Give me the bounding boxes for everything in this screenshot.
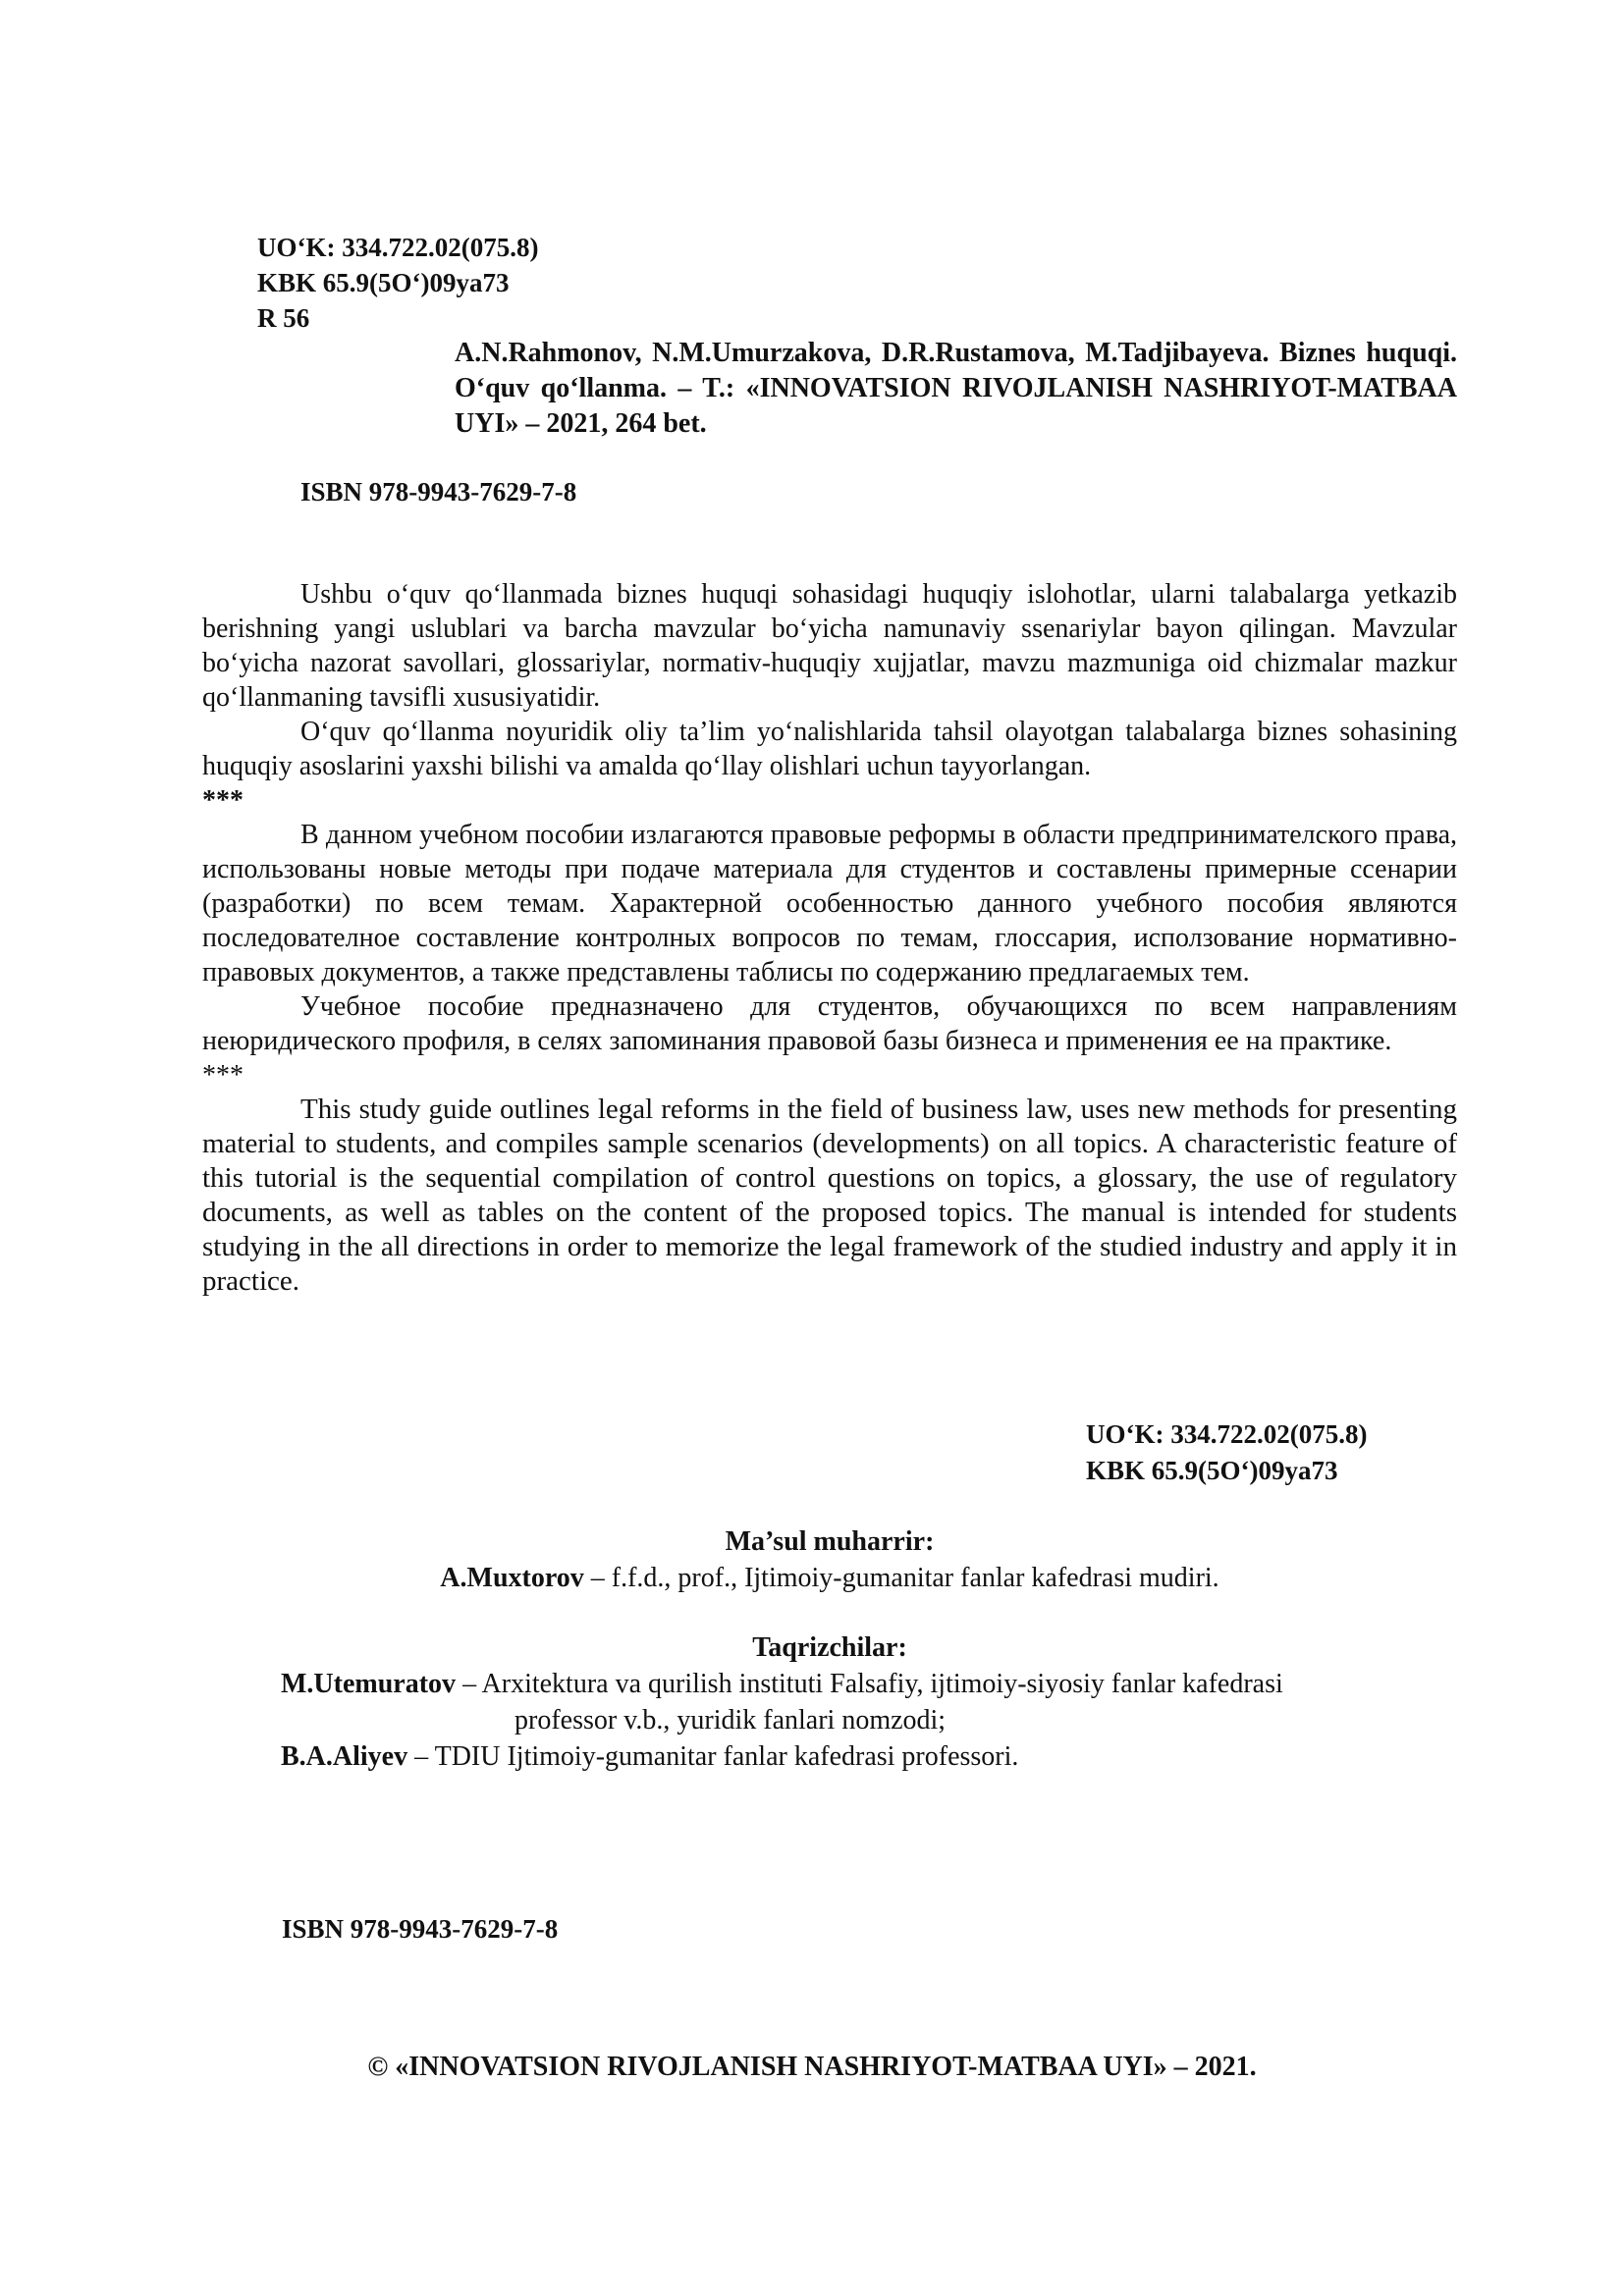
abstract-uz-paragraph-2: O‘quv qo‘llanma noyuridik oliy ta’lim yo‘nalishlarida tahsil olayotgan talabalarga biznes sohasining huquqiy asoslarini yaxshi bilishi va amalda qo‘llay olishlari uchun tayyorlangan.	[202, 717, 1457, 781]
separator-stars: ***	[202, 1060, 244, 1091]
abstract-ru-paragraph-2: Учебное пособие предназначено для студентов, обучающихся по всем направлениям неюридического профиля, в селях запоминания правовой базы бизнеса и применения ее на практике.	[202, 991, 1457, 1056]
editor-details: – f.f.d., prof., Ijtimoiy-gumanitar fanlar kafedrasi mudiri.	[583, 1563, 1219, 1593]
reviewer-2	[202, 1738, 1457, 1775]
reviewers-heading: Taqrizchilar:	[752, 1632, 907, 1663]
reviewer-2-name: B.A.Aliyev	[281, 1741, 408, 1772]
bibliographic-citation: A.N.Rahmonov, N.M.Umurzakova, D.R.Rustamova, M.Tadjibayeva. Biznes huquqi. O‘quv qo‘llanma. – T.: «INNOVATSION RIVOJLANISH NASHRIYOT-MATBAA UYI» – 2021, 264 bet.	[455, 338, 1457, 439]
reviewer-2-details: – TDIU Ijtimoiy-gumanitar fanlar kafedrasi professori.	[407, 1741, 1019, 1772]
author-mark: R 56	[257, 303, 310, 333]
abstract-ru-paragraph-1: В данном учебном пособии излагаются правовые реформы в области предпринимателского права, использованы новые методы при подаче материала для студентов и составлены примерные ссенарии (разработки) по всем темам. Характерной особенностью данного учебного пособия являются последователное составление контролных вопросов по темам, глоссария, исползование нормативно-правовых документов, а также представлены таблисы по содержанию предлагаемых тем.	[202, 820, 1457, 988]
isbn-bottom: ISBN 978-9943-7629-7-8	[282, 1914, 559, 1944]
uok-code: UO‘K: 334.722.02(075.8)	[257, 233, 539, 262]
copyright-line: © «INNOVATSION RIVOJLANISH NASHRIYOT-MATBAA UYI» – 2021.	[367, 2052, 1257, 2082]
isbn-top: ISBN 978-9943-7629-7-8	[300, 477, 577, 507]
reviewer-1-name: M.Utemuratov	[281, 1669, 457, 1699]
uok-code: UO‘K: 334.722.02(075.8)	[1086, 1419, 1368, 1449]
kbk-code: KBK 65.9(5O‘)09ya73	[257, 268, 510, 297]
responsible-editor	[202, 1523, 1457, 1596]
abstract-en: This study guide outlines legal reforms in the field of business law, uses new methods for presenting material to students, and compiles sample scenarios (developments) on all topics. A characteristic feature of this tutorial is the sequential compilation of control questions on topics, a glossary, the use of regulatory documents, as well as tables on the content of the proposed topics. The manual is intended for students studying in the all directions in order to memorize the legal framework of the studied industry and apply it in practice.	[202, 1094, 1457, 1297]
abstracts	[202, 577, 1457, 1299]
reviewer-1	[202, 1666, 1457, 1702]
editor-line	[202, 1560, 1457, 1596]
reviewer-1-details: – Arxitektura va qurilish instituti Falsafiy, ijtimoiy-siyosiy fanlar kafedrasi	[456, 1669, 1283, 1699]
editor-heading: Ma’sul muharrir:	[725, 1526, 935, 1557]
reviewer-1-details-continued: professor v.b., yuridik fanlari nomzodi;	[514, 1705, 947, 1735]
kbk-code: KBK 65.9(5O‘)09ya73	[1086, 1456, 1338, 1485]
separator-stars: ***	[202, 785, 244, 816]
editor-name: A.Muxtorov	[440, 1563, 584, 1593]
classification-block	[257, 230, 538, 336]
reviewers	[202, 1629, 1457, 1775]
abstract-uz-paragraph-1: Ushbu o‘quv qo‘llanmada biznes huquqi sohasidagi huquqiy islohotlar, ularni talabalarga yetkazib berishning yangi uslublari va barcha mavzular bo‘yicha namunaviy ssenariylar bayon qilingan. Mavzular bo‘yicha nazorat savollari, glossariylar, normativ-huquqiy xujjatlar, mavzu mazmuniga oid chizmalar mazkur qo‘llanmaning tavsifli xususiyatidir.	[202, 579, 1457, 713]
classification-block-bottom	[1086, 1416, 1367, 1489]
